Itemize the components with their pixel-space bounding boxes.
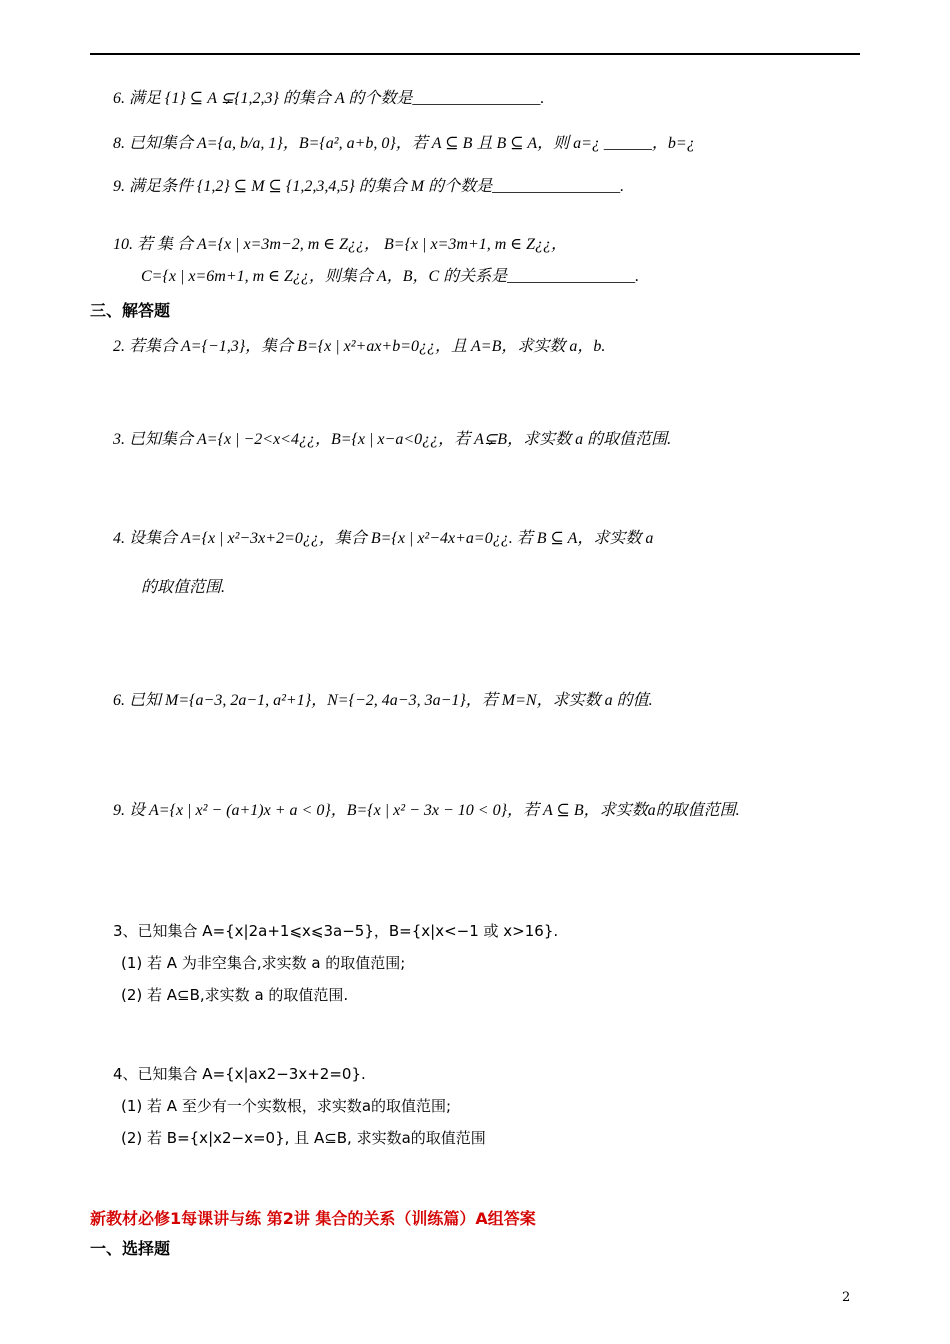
problem-4-line-2: 的取值范围. (141, 579, 226, 596)
question-10-line-2: C={x | x=6m+1, m ∈ Z¿¿，则集合 A，B，C 的关系是________________. (141, 268, 640, 285)
problem-4b-part-2: (2) 若 B={x|x2−x=0}, 且 A⊆B, 求实数a的取值范围 (121, 1129, 486, 1147)
answer-section-title: 新教材必修1每课讲与练 第2讲 集合的关系（训练篇）A组答案 (90, 1209, 536, 1228)
problem-3b-part-1: (1) 若 A 为非空集合,求实数 a 的取值范围; (121, 954, 406, 972)
problem-4b-part-1: (1) 若 A 至少有一个实数根，求实数a的取值范围; (121, 1097, 452, 1115)
section-heading-answers: 三、解答题 (90, 301, 171, 320)
question-9: 9. 满足条件 {1,2} ⊆ M ⊆ {1,2,3,4,5} 的集合 M 的个数是________________. (113, 178, 625, 195)
problem-9: 9. 设 A={x | x² − (a+1)x + a < 0}，B={x | x² − 3x − 10 < 0}，若 A ⊆ B，求实数a的取值范围. (113, 802, 740, 819)
problem-3: 3. 已知集合 A={x | −2<x<4¿¿，B={x | x−a<0¿¿，若 A⊊B，求实数 a 的取值范围. (113, 431, 672, 448)
page-number: 2 (842, 1290, 851, 1305)
problem-4-line-1: 4. 设集合 A={x | x²−3x+2=0¿¿，集合 B={x | x²−4x+a=0¿¿. 若 B ⊆ A，求实数 a (113, 530, 654, 547)
question-10-line-1: 10. 若 集 合 A={x | x=3m−2, m ∈ Z¿¿， B={x | x=3m+1, m ∈ Z¿¿， (113, 236, 568, 253)
question-8: 8. 已知集合 A={a, b/a, 1}，B={a², a+b, 0}，若 A ⊆ B 且 B ⊆ A，则 a=¿ ______，b=¿ (113, 135, 695, 152)
problem-3b: 3、已知集合 A={x|2a+1⩽x⩽3a−5}，B={x|x<−1 或 x>16}. (113, 922, 559, 940)
section-heading-choice: 一、选择题 (90, 1239, 171, 1258)
question-6: 6. 满足 {1} ⊆ A ⊊{1,2,3} 的集合 A 的个数是________________. (113, 90, 545, 107)
problem-3b-part-2: (2) 若 A⊆B,求实数 a 的取值范围. (121, 986, 349, 1004)
header-rule (90, 53, 860, 55)
problem-2: 2. 若集合 A={−1,3}，集合 B={x | x²+ax+b=0¿¿，且 A=B，求实数 a，b. (113, 338, 606, 355)
problem-6: 6. 已知 M={a−3, 2a−1, a²+1}，N={−2, 4a−3, 3a−1}，若 M=N，求实数 a 的值. (113, 692, 653, 709)
problem-4b: 4、已知集合 A={x|ax2−3x+2=0}. (113, 1065, 366, 1083)
